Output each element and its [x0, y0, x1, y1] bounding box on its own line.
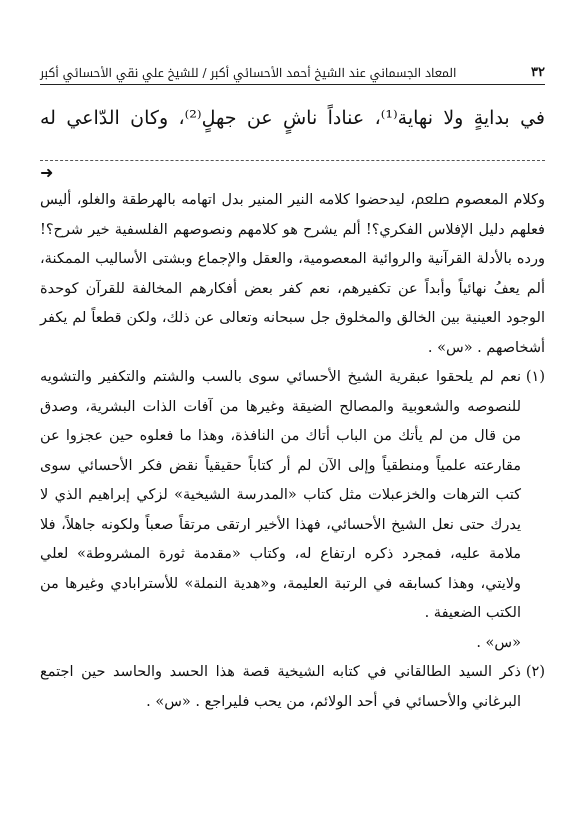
footnotes	[40, 186, 545, 717]
footnote-signature: «س» .	[476, 634, 521, 651]
running-header-title: المعاد الجسماني عند الشيخ أحمد الأحسائي ﷳ / للشيخ علي نقي الأحسائي ﷳ	[40, 66, 457, 80]
footnote-number: (٢)	[525, 664, 545, 680]
footnote-separator	[40, 160, 545, 161]
continuation-arrow-icon: ➜	[40, 163, 54, 182]
footnote-text: ذكر السيد الطالقاني في كتابه الشيخية قصة هذا الحسد والحاسد حين اجتمع البرغاني والأحسائي في أحد الولائم، من يحب فليراجع . «س» .	[40, 664, 521, 710]
footnote-continuation: وكلام المعصوم ﷵ، ليدحضوا كلامه النير المنير بدل اتهامه بالهرطقة والغلو، أليس فعلهم دليل الإفلاس الفكري؟! ألم يشرح هو كلامهم ونصوصهم الفلسفية خير شرح؟! ورده بالأدلة القرآنية والروائية المعصومية، والعقل والإجماع وبشتى الأساليب الممكنة، ألم يعفُ نهائياً وأبداً عن تكفيرهم، نعم كفر بعض أفكارهم المخالفة للقرآن كوحدة الوجود العينية بين الخالق والمخلوق جل سبحانه وتعالى عن ذلك، ولكن قطعاً لم يكفر أشخاصهم . «س» .	[40, 192, 545, 356]
footnote-text: نعم لم يلحقوا عبقرية الشيخ الأحسائي سوى بالسب والشتم والتكفير والتشويه للنصوصه والشعوبية والمصالح الضيقة وغيرها من آفات الذات البشرية، وصدق من قال من لم يأتك من الباب أتاك من النافذة، وهذا ما فعلوه حين عجزوا عن مقارعته علمياً ومنطقياً وإلى الآن لم أر كتاباً حقيقياً نقض فكر الأحسائي سوى كتب الترهات والخزعبلات مثل كتاب «المدرسة الشيخية» لزكي إبراهيم الذي لا يدرك حتى نعل الشيخ الأحسائي، فهذا الأخير ارتقى مرتقاً صعباً ولكونه جاهلاً، فلا ملامة عليه، فمجرد ذكره ارتفاع له، وكتاب «مقدمة ثورة المشروطة» لعلي ولايتي، وهذا كسابقه في الرتبة العليمة، و«هدية النملة» للأسترابادي وغيرها من الكتب الضعيفة .	[40, 369, 521, 621]
footnote-1	[40, 363, 545, 658]
main-text-line: في بدايةٍ ولا نهاية⁽¹⁾، عناداً ناشٍ عن جهلٍ⁽²⁾، وكان الدّاعي له	[40, 107, 545, 129]
page-number: ٣٢	[531, 65, 545, 80]
footnote-2	[40, 658, 545, 717]
running-header	[40, 66, 545, 80]
footnote-number: (١)	[525, 369, 545, 385]
header-rule	[40, 84, 545, 85]
